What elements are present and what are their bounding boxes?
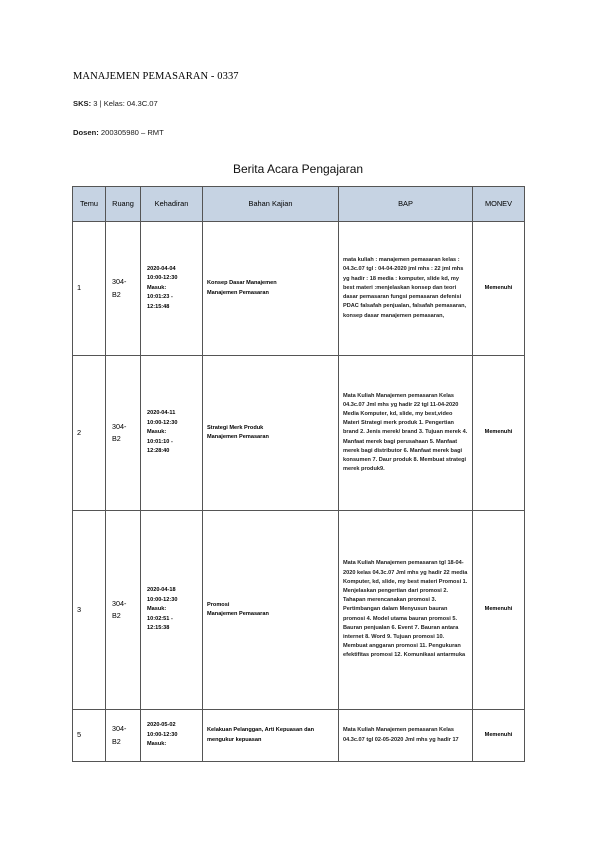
room-cell: 304- B2: [106, 222, 141, 356]
teaching-record-table: [72, 186, 525, 762]
topic-cell: [203, 710, 339, 762]
topic-title: Promosi: [207, 601, 230, 608]
monev-status: Memenuhi: [473, 222, 525, 356]
room-cell: 304- B2: [106, 511, 141, 710]
attendance-cell: 2020-05-02 10:00-12:30 Masuk:: [141, 710, 203, 762]
room-cell: 304- B2: [106, 356, 141, 511]
table-row: [73, 511, 525, 710]
attendance-cell: 2020-04-11 10:00-12:30 Masuk: 10:01:10 - 12:28:40: [141, 356, 203, 511]
lecturer-label: Dosen:: [73, 128, 99, 137]
topic-cell: [203, 511, 339, 710]
sks-label: SKS:: [73, 99, 92, 108]
topic-cell: [203, 356, 339, 511]
room-cell: 304- B2: [106, 710, 141, 762]
topic-cell: [203, 222, 339, 356]
bap-cell: Mata Kuliah Manajemen pemasaran Kelas 04.3c.07 Jml mhs yg hadir 22 tgl 11-04-2020 Media Komputer, kd, slide, my best,video Materi Strategi merk produk 1. Pengertian brand 2. Jenis merek/ brand 3. Tujuan merek 4. Manfaat merek bagi perusahaan 5. Manfaat merek bagi distributor 6. Manfaat merek bagi konsumen 7. Daur produk 8. Membuat strategi merek produk9.: [339, 356, 473, 511]
meeting-number: 1: [73, 222, 106, 356]
bap-cell: Mata Kuliah Manajemen pemasaran Kelas 04.3c.07 tgl 02-05-2020 Jml mhs yg hadir 17: [339, 710, 473, 762]
bap-cell: mata kuliah : manajemen pemasaran kelas : 04.3c.07 tgl : 04-04-2020 jml mhs : 22 jml mhs yg hadir : 18 media : komputer, slide kd, my best materi :menjelaskan konsep dan teori dasar pemasaran fungsi pemasaran defenisi PDAC falsafah penjualan, falsafah pemasaran, konsep dasar manajemen pemasaran,: [339, 222, 473, 356]
monev-status: Memenuhi: [473, 356, 525, 511]
bap-cell: Mata Kuliah Manajemen pemasaran tgl 18-04-2020 kelas 04.3c.07 Jml mhs yg hadir 22 media Komputer, kd, slide, my best materi Promosi 1. Menjelaskan pengertian dari promosi 2. Tahapan merencanakan promosi 3. Pertimbangan dalam Menyusun bauran promosi 4. Model utama bauran promosi 5. Bauran penjualan 6. Event 7. Bauran antara internet 8. Word 9. Tujuan promosi 10. Membuat anggaran promosi 11. Pengukuran efektifitas promosi 12. Komunikasi antarmuka: [339, 511, 473, 710]
attendance-cell: 2020-04-04 10:00-12:30 Masuk: 10:01:23 - 12:15:48: [141, 222, 203, 356]
table-row: [73, 222, 525, 356]
monev-status: Memenuhi: [473, 710, 525, 762]
topic-course: Manajemen Pemasaran: [207, 434, 269, 440]
topic-title: Kelakuan Pelanggan, Arti Kepuasan dan mengukur kepuasan: [207, 727, 315, 743]
header-ruang: Ruang: [106, 187, 141, 222]
meeting-number: 2: [73, 356, 106, 511]
header-kehadiran: Kehadiran: [141, 187, 203, 222]
course-title: MANAJEMEN PEMASARAN - 0337: [73, 71, 239, 82]
lecturer-line: [73, 128, 164, 137]
attendance-cell: 2020-04-18 10:00-12:30 Masuk: 10:02:51 - 12:15:38: [141, 511, 203, 710]
sks-class-line: [73, 99, 158, 108]
header-monev: MONEV: [473, 187, 525, 222]
table-row: [73, 710, 525, 762]
document-heading: Berita Acara Pengajaran: [232, 162, 364, 176]
lecturer-value: 200305980 – RMT: [100, 128, 164, 137]
header-temu: Temu: [73, 187, 106, 222]
table-row: [73, 356, 525, 511]
table-header-row: [73, 187, 525, 222]
topic-title: Konsep Dasar Manajemen: [207, 280, 277, 287]
topic-title: Strategi Merk Produk: [207, 424, 264, 431]
sks-class-value: 3 | Kelas: 04.3C.07: [93, 99, 158, 108]
meeting-number: 3: [73, 511, 106, 710]
monev-status: Memenuhi: [473, 511, 525, 710]
topic-course: Manajemen Pemasaran: [207, 289, 269, 296]
header-bap: BAP: [339, 187, 473, 222]
header-bahan-kajian: Bahan Kajian: [203, 187, 339, 222]
meeting-number: 5: [73, 710, 106, 762]
topic-course: Manajemen Pemasaran: [207, 611, 269, 617]
